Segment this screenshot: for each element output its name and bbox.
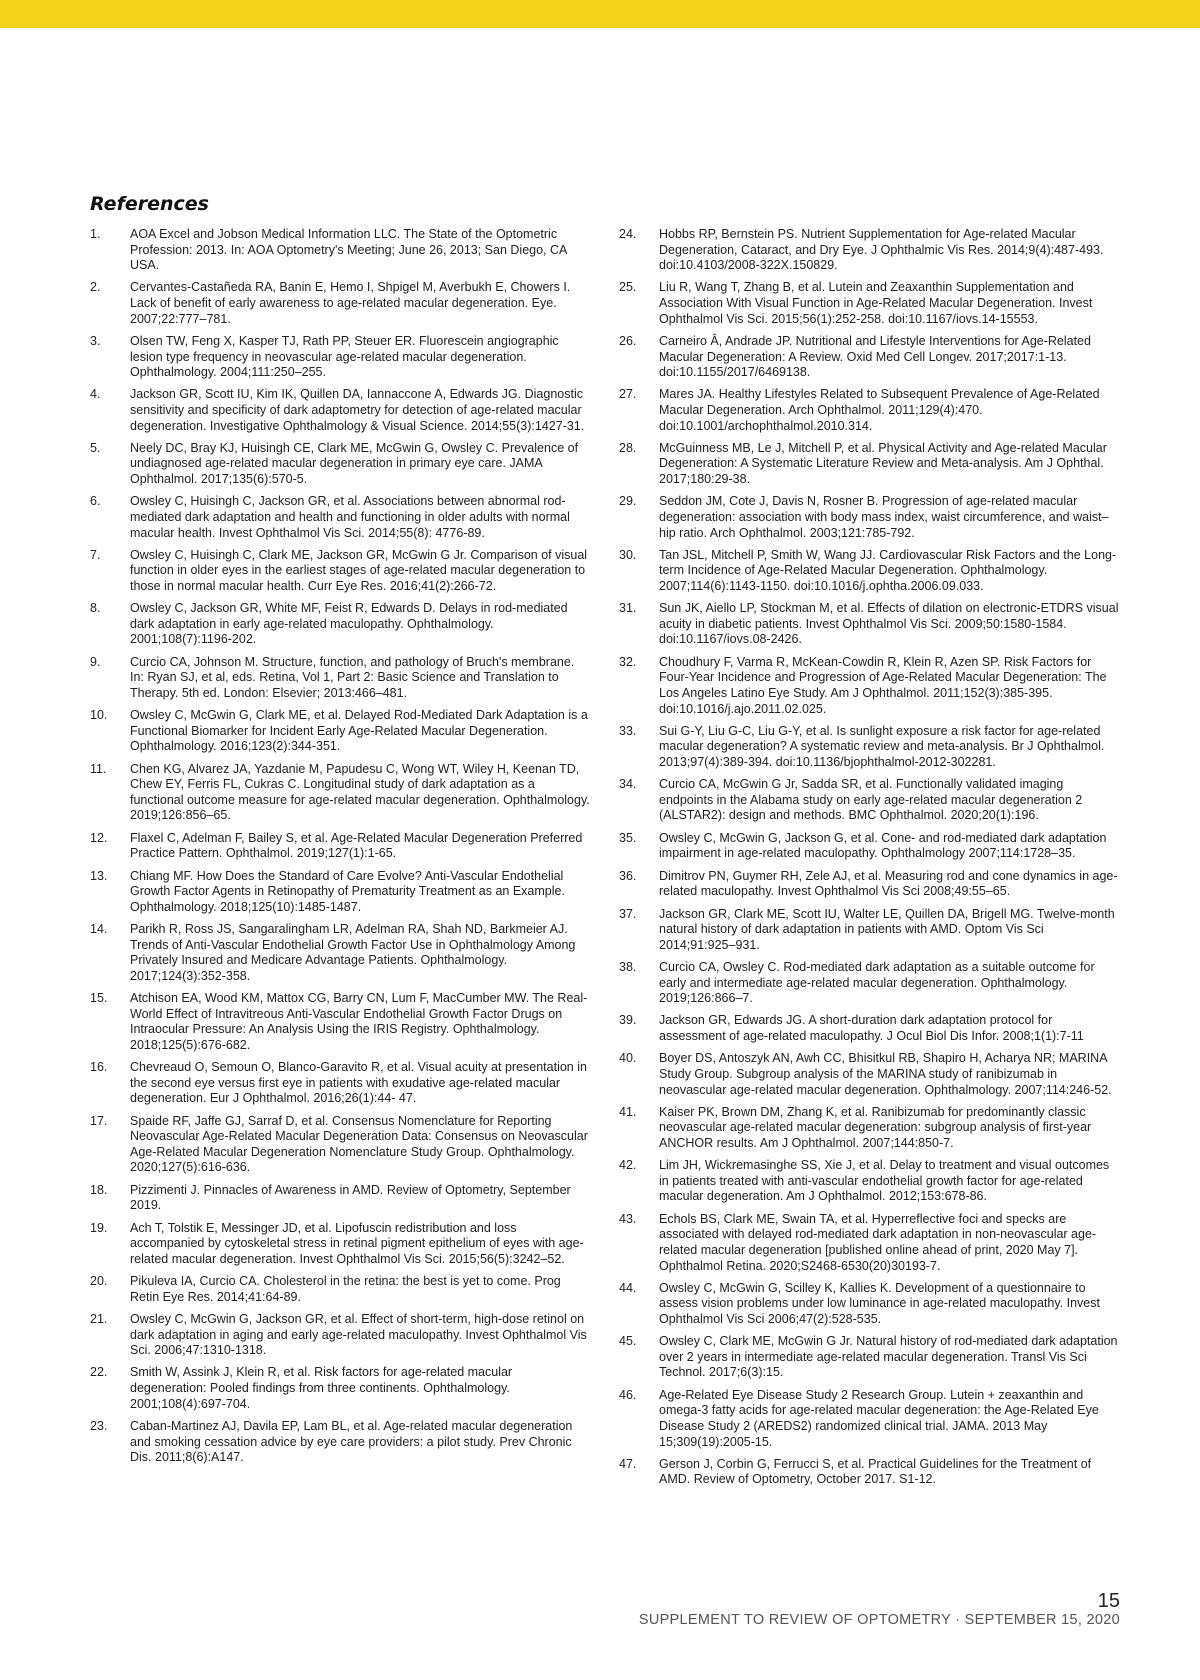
reference-text: Owsley C, McGwin G, Clark ME, et al. Delayed Rod-Mediated Dark Adaptation is a Functional Biomarker for Incident Early Age-Related Macular Degeneration. Ophthalmology. 2016;123(2):344-351. — [130, 708, 588, 754]
reference-item — [90, 1365, 590, 1412]
reference-text: Atchison EA, Wood KM, Mattox CG, Barry CN, Lum F, MacCumber MW. The Real-World Effect of Intravitreous Anti-Vascular Endothelial Growth Factor Drugs on Intraocular Pressure: An Analysis Using the IRIS Registry. Ophthalmology. 2018;125(5):676-682. — [130, 991, 588, 1052]
page-number: 15 — [1097, 1590, 1120, 1612]
reference-number: 6. — [90, 494, 101, 509]
reference-item — [90, 1312, 590, 1359]
reference-text: Jackson GR, Scott IU, Kim IK, Quillen DA, Iannaccone A, Edwards JG. Diagnostic sensitivity and specificity of dark adaptometry for detection of age-related macular degeneration. Investigative Ophthalmology & Visual Science. 2014;55(3):1427-31. — [130, 387, 585, 433]
reference-number: 1. — [90, 227, 101, 241]
reference-text: AOA Excel and Jobson Medical Information LLC. The State of the Optometric Profession: 2013. In: AOA Optometry's Meeting; June 26, 2013; San Diego, CA USA. — [130, 227, 567, 273]
reference-text: Owsley C, McGwin G, Scilley K, Kallies K. Development of a questionnaire to assess vision problems under low luminance in age-related maculopathy. Invest Ophthalmol Vis Sci 2006;47(2):528-535. — [659, 1280, 1100, 1326]
reference-text: Owsley C, McGwin G, Jackson G, et al. Cone- and rod-mediated dark adaptation impairment in age-related maculopathy. Ophthalmology 2007;114:1728–35. — [659, 830, 1107, 861]
reference-item — [90, 334, 590, 381]
section-title: References — [90, 193, 209, 215]
reference-number: 11. — [90, 761, 107, 776]
reference-item — [90, 831, 590, 862]
reference-number: 5. — [90, 440, 101, 455]
reference-item — [619, 831, 1119, 862]
reference-text: Ach T, Tolstik E, Messinger JD, et al. Lipofuscin redistribution and loss accompanied by cytoskeletal stress in retinal pigment epithelium of eyes with age-related macular degeneration. Invest Ophthalmol Vis Sci. 2015;56(5):3242–52. — [130, 1220, 584, 1266]
reference-text: Owsley C, Huisingh C, Jackson GR, et al. Associations between abnormal rod-mediated dark adaptation and health and functioning in older adults with normal macular health. Invest Ophthalmol Vis Sci. 2014;55(8): 4776-89. — [130, 494, 570, 540]
top-color-band — [0, 0, 1200, 28]
reference-text: Gerson J, Corbin G, Ferrucci S, et al. Practical Guidelines for the Treatment of AMD. Review of Optometry, October 2017. S1-12. — [659, 1456, 1092, 1487]
reference-item — [90, 655, 590, 702]
reference-text: Flaxel C, Adelman F, Bailey S, et al. Age-Related Macular Degeneration Preferred Practice Pattern. Ophthalmol. 2019;127(1):1-65. — [130, 830, 583, 861]
reference-text: Smith W, Assink J, Klein R, et al. Risk factors for age-related macular degeneration: Pooled findings from three continents. Ophthalmology. 2001;108(4):697-704. — [130, 1365, 513, 1411]
reference-number: 20. — [90, 1274, 108, 1289]
reference-item — [619, 441, 1119, 488]
reference-text: Sun JK, Aiello LP, Stockman M, et al. Effects of dilation on electronic-ETDRS visual acuity in diabetic patients. Invest Ophthalmol Vis Sci. 2009;50:1580-1584. doi:10.1167/iovs.08-2426. — [659, 601, 1119, 647]
reference-item — [619, 724, 1119, 771]
reference-number: 47. — [619, 1456, 637, 1471]
reference-item — [90, 1114, 590, 1176]
reference-item — [90, 601, 590, 648]
references-column-left — [90, 227, 590, 1472]
reference-item — [619, 334, 1119, 381]
reference-text: Owsley C, Jackson GR, White MF, Feist R, Edwards D. Delays in rod-mediated dark adaptation in early age-related maculopathy. Ophthalmology. 2001;108(7):1196-202. — [130, 601, 568, 647]
reference-text: Lim JH, Wickremasinghe SS, Xie J, et al. Delay to treatment and visual outcomes in patients treated with anti-vascular endothelial growth factor for age-related macular degeneration. Am J Ophthalmol. 2012;153:678-86. — [659, 1158, 1110, 1204]
reference-text: Chen KG, Alvarez JA, Yazdanie M, Papudesu C, Wong WT, Wiley H, Keenan TD, Chew EY, Ferris FL, Cukras C. Longitudinal study of dark adaptation as a functional outcome measure for age-related macular degeneration. Ophthalmology. 2019;126:856–65. — [130, 761, 590, 823]
reference-item — [90, 991, 590, 1053]
reference-item — [619, 548, 1119, 595]
reference-number: 24. — [619, 227, 637, 241]
reference-number: 43. — [619, 1211, 637, 1226]
reference-number: 33. — [619, 723, 637, 738]
reference-text: Seddon JM, Cote J, Davis N, Rosner B. Progression of age-related macular degeneration: association with body mass index, waist circumference, and waist–hip ratio. Arch Ophthalmol. 2003;121:785-792. — [659, 494, 1109, 540]
reference-text: Chevreaud O, Semoun O, Blanco-Garavito R, et al. Visual acuity at presentation in the second eye versus first eye in patients with exudative age-related macular degeneration. Eur J Ophthalmol. 2016;26(1):44- 47. — [130, 1060, 587, 1106]
reference-number: 37. — [619, 906, 637, 921]
reference-number: 13. — [90, 868, 108, 883]
reference-text: Mares JA. Healthy Lifestyles Related to Subsequent Prevalence of Age-Related Macular Degeneration. Arch Ophthalmol. 2011;129(4):470. doi:10.1001/archophthalmol.2010.314. — [659, 387, 1100, 433]
reference-number: 3. — [90, 333, 101, 348]
reference-item — [619, 601, 1119, 648]
reference-item — [619, 869, 1119, 900]
reference-text: Owsley C, Clark ME, McGwin G Jr. Natural history of rod-mediated dark adaptation over 2 years in intermediate age-related macular degeneration. Transl Vis Sci Technol. 2017;6(3):15. — [659, 1334, 1118, 1380]
reference-item — [619, 1105, 1119, 1152]
reference-item — [90, 1060, 590, 1107]
reference-item — [619, 1388, 1119, 1450]
reference-item — [90, 1221, 590, 1268]
reference-item — [619, 280, 1119, 327]
reference-text: Olsen TW, Feng X, Kasper TJ, Rath PP, Steuer ER. Fluorescein angiographic lesion type frequency in neovascular age-related macular degeneration. Ophthalmology. 2004;111:250–255. — [130, 333, 559, 380]
reference-item — [619, 1051, 1119, 1098]
reference-item — [90, 869, 590, 916]
reference-text: Carneiro Â, Andrade JP. Nutritional and Lifestyle Interventions for Age-Related Macular Degeneration: A Review. Oxid Med Cell Longev. 2017;2017:1-13. doi:10.1155/2017/6469138. — [659, 333, 1091, 380]
reference-item — [90, 441, 590, 488]
reference-text: Pikuleva IA, Curcio CA. Cholesterol in the retina: the best is yet to come. Prog Retin Eye Res. 2014;41:64-89. — [130, 1274, 561, 1304]
reference-text: Jackson GR, Edwards JG. A short-duration dark adaptation protocol for assessment of age-related maculopathy. J Ocul Biol Dis Infor. 2008;1(1):7-11 — [659, 1013, 1084, 1044]
reference-text: Hobbs RP, Bernstein PS. Nutrient Supplementation for Age-related Macular Degeneration, Cataract, and Dry Eye. J Ophthalmic Vis Res. 2014;9(4):487-493. doi:10.4103/2008-322X.150829. — [659, 227, 1104, 273]
reference-item — [619, 1158, 1119, 1205]
reference-text: Curcio CA, McGwin G Jr, Sadda SR, et al. Functionally validated imaging endpoints in the Alabama study on early age-related macular degeneration 2 (ALSTAR2): design and methods. BMC Ophthalmol. 2020;20(1):196. — [659, 777, 1083, 823]
reference-text: Cervantes-Castañeda RA, Banin E, Hemo I, Shpigel M, Averbukh E, Chowers I. Lack of benefit of early awareness to age-related macular degeneration. Eye. 2007;22:777–781. — [130, 280, 571, 326]
reference-number: 14. — [90, 922, 108, 937]
reference-number: 19. — [90, 1220, 108, 1235]
reference-text: Neely DC, Bray KJ, Huisingh CE, Clark ME, McGwin G, Owsley C. Prevalence of undiagnosed age-related macular degeneration in primary eye care. JAMA Ophthalmol. 2017;135(6):570-5. — [130, 440, 579, 487]
reference-number: 25. — [619, 280, 637, 295]
reference-number: 42. — [619, 1158, 637, 1173]
reference-number: 35. — [619, 830, 637, 845]
reference-number: 4. — [90, 387, 101, 402]
reference-text: Liu R, Wang T, Zhang B, et al. Lutein and Zeaxanthin Supplementation and Association With Visual Function in Age-Related Macular Degeneration. Invest Ophthalmol Vis Sci. 2015;56(1):252-258. doi:10.1167/iovs.14-15553. — [659, 280, 1093, 326]
reference-text: McGuinness MB, Le J, Mitchell P, et al. Physical Activity and Age-related Macular Degeneration: A Systematic Literature Review and Meta-analysis. Am J Ophthal. 2017;180:29-38. — [659, 440, 1107, 487]
reference-item — [619, 655, 1119, 717]
reference-item — [90, 1183, 590, 1214]
reference-number: 46. — [619, 1387, 637, 1402]
reference-item — [90, 1274, 590, 1305]
reference-item — [619, 1013, 1119, 1044]
reference-number: 21. — [90, 1311, 108, 1326]
reference-number: 27. — [619, 387, 637, 402]
reference-number: 23. — [90, 1418, 108, 1433]
reference-number: 41. — [619, 1104, 637, 1119]
reference-number: 31. — [619, 601, 637, 616]
reference-item — [90, 922, 590, 984]
reference-text: Jackson GR, Clark ME, Scott IU, Walter LE, Quillen DA, Brigell MG. Twelve-month natural history of dark adaptation in patients with AMD. Optom Vis Sci 2014;91:925–931. — [659, 906, 1115, 952]
reference-item — [90, 548, 590, 595]
reference-text: Pizzimenti J. Pinnacles of Awareness in AMD. Review of Optometry, September 2019. — [130, 1182, 571, 1213]
reference-item — [619, 1212, 1119, 1274]
reference-text: Tan JSL, Mitchell P, Smith W, Wang JJ. Cardiovascular Risk Factors and the Long-term Incidence of Age-Related Macular Degeneration. Ophthalmology. 2007;114(6):1143-1150. doi:10.1016/j.ophtha.2006.09.033. — [659, 547, 1117, 593]
reference-text: Choudhury F, Varma R, McKean-Cowdin R, Klein R, Azen SP. Risk Factors for Four-Year Incidence and Progression of Age-Related Macular Degeneration: The Los Angeles Latino Eye Study. Am J Ophthalmol. 2011;152(3):385-395. doi:10.1016/j.ajo.2011.02.025. — [659, 654, 1107, 716]
reference-item — [619, 387, 1119, 434]
reference-text: Boyer DS, Antoszyk AN, Awh CC, Bhisitkul RB, Shapiro H, Acharya NR; MARINA Study Group. Subgroup analysis of the MARINA study of ranibizumab in neovascular age-related macular degeneration. Ophthalmology. 2007;114:246-52. — [659, 1051, 1112, 1097]
reference-text: Sui G-Y, Liu G-C, Liu G-Y, et al. Is sunlight exposure a risk factor for age-related macular degeneration? A systematic review and meta-analysis. Br J Ophthalmol. 2013;97(4):389-394. doi:10.1136/bjophthalmol-2012-302281. — [659, 723, 1105, 769]
reference-item — [619, 227, 1119, 274]
references-column-right — [619, 227, 1119, 1495]
reference-text: Age-Related Eye Disease Study 2 Research Group. Lutein + zeaxanthin and omega-3 fatty acids for age-related macular degeneration: the Age-Related Eye Disease Study 2 (AREDS2) randomized clinical trial. JAMA. 2013 May 15;309(19):2005-15. — [659, 1387, 1099, 1449]
reference-item — [619, 777, 1119, 824]
reference-number: 29. — [619, 494, 637, 509]
reference-text: Dimitrov PN, Guymer RH, Zele AJ, et al. Measuring rod and cone dynamics in age-related maculopathy. Invest Ophthalmol Vis Sci 2008;49:55–65. — [659, 868, 1118, 899]
reference-text: Kaiser PK, Brown DM, Zhang K, et al. Ranibizumab for predominantly classic neovascular age-related macular degeneration: subgroup analysis of first-year ANCHOR results. Am J Ophthalmol. 2007;144:850-7. — [659, 1104, 1092, 1150]
reference-number: 8. — [90, 601, 101, 616]
reference-item — [90, 227, 590, 274]
reference-text: Curcio CA, Johnson M. Structure, function, and pathology of Bruch's membrane. In: Ryan SJ, et al, eds. Retina, Vol 1, Part 2: Basic Science and Translation to Therapy. 5th ed. London: Elsevier; 2013:466–481. — [130, 654, 575, 700]
reference-number: 40. — [619, 1051, 637, 1066]
reference-item — [619, 494, 1119, 541]
reference-item — [90, 762, 590, 824]
reference-text: Caban-Martinez AJ, Davila EP, Lam BL, et al. Age-related macular degeneration and smoking cessation advice by eye care providers: a pilot study. Prev Chronic Dis. 2011;8(6):A147. — [130, 1418, 573, 1465]
reference-item — [90, 1419, 590, 1466]
reference-text: Owsley C, Huisingh C, Clark ME, Jackson GR, McGwin G Jr. Comparison of visual function in older eyes in the earliest stages of age-related macular degeneration to those in normal macular health. Curr Eye Res. 2016;41(2):266-72. — [130, 547, 588, 593]
reference-number: 28. — [619, 440, 637, 455]
reference-number: 16. — [90, 1060, 108, 1075]
reference-item — [619, 1334, 1119, 1381]
reference-text: Echols BS, Clark ME, Swain TA, et al. Hyperreflective foci and specks are associated with delayed rod-mediated dark adaptation in non-neovascular age-related macular degeneration [published online ahead of print, 2020 May 7]. Ophthalmol Retina. 2020;S2468-6530(20)30193-7. — [659, 1211, 1097, 1273]
reference-number: 9. — [90, 654, 101, 669]
reference-number: 34. — [619, 777, 637, 792]
reference-number: 36. — [619, 868, 637, 883]
reference-number: 2. — [90, 280, 101, 295]
reference-number: 45. — [619, 1334, 637, 1349]
reference-item — [619, 960, 1119, 1007]
reference-number: 32. — [619, 654, 637, 669]
reference-number: 18. — [90, 1182, 108, 1197]
reference-item — [619, 1281, 1119, 1328]
reference-number: 30. — [619, 547, 637, 562]
reference-number: 22. — [90, 1365, 108, 1380]
reference-text: Parikh R, Ross JS, Sangaralingham LR, Adelman RA, Shah ND, Barkmeier AJ. Trends of Anti-Vascular Endothelial Growth Factor Use in Ophthalmology Among Privately Insured and Medicare Advantage Patients. Ophthalmology. 2017;124(3):352-358. — [130, 922, 576, 983]
reference-item — [90, 280, 590, 327]
reference-number: 44. — [619, 1280, 637, 1295]
publication-footer: SUPPLEMENT TO REVIEW OF OPTOMETRY · SEPTEMBER 15, 2020 — [638, 1612, 1120, 1628]
reference-number: 17. — [90, 1113, 108, 1128]
reference-number: 26. — [619, 333, 637, 348]
reference-item — [619, 1457, 1119, 1488]
reference-item — [90, 494, 590, 541]
reference-item — [619, 907, 1119, 954]
reference-text: Spaide RF, Jaffe GJ, Sarraf D, et al. Consensus Nomenclature for Reporting Neovascular Age-Related Macular Degeneration Data: Consensus on Neovascular Age-Related Macular Degeneration Nomenclature Study Group. Ophthalmology. 2020;127(5):616-636. — [130, 1113, 588, 1175]
reference-number: 38. — [619, 959, 637, 974]
reference-number: 15. — [90, 991, 108, 1006]
reference-number: 7. — [90, 547, 101, 562]
reference-item — [90, 708, 590, 755]
reference-item — [90, 387, 590, 434]
reference-number: 39. — [619, 1013, 637, 1028]
reference-text: Curcio CA, Owsley C. Rod-mediated dark adaptation as a suitable outcome for early and intermediate age-related macular degeneration. Ophthalmology. 2019;126:866–7. — [659, 959, 1095, 1006]
reference-number: 10. — [90, 708, 108, 723]
reference-text: Chiang MF. How Does the Standard of Care Evolve? Anti-Vascular Endothelial Growth Factor Agents in Retinopathy of Prematurity Treatment as an Example. Ophthalmology. 2018;125(10):1485-1487. — [130, 868, 565, 914]
reference-number: 12. — [90, 830, 108, 845]
reference-text: Owsley C, McGwin G, Jackson GR, et al. Effect of short-term, high-dose retinol on dark adaptation in aging and early age-related maculopathy. Invest Ophthalmol Vis Sci. 2006;47:1310-1318. — [130, 1311, 587, 1358]
